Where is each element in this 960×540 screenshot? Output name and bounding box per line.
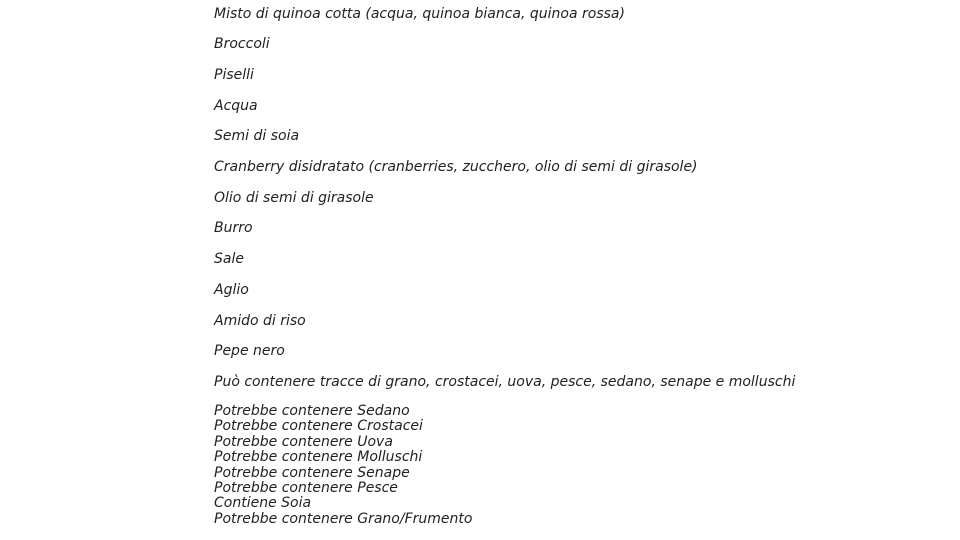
allergen-item: Contiene Soia <box>214 495 312 512</box>
ingredient-item: Aglio <box>214 282 249 298</box>
ingredient-item: Semi di soia <box>214 128 300 144</box>
allergen-item: Potrebbe contenere Sedano <box>214 403 410 419</box>
allergen-item: Potrebbe contenere Molluschi <box>214 449 423 466</box>
ingredient-item: Piselli <box>214 67 254 83</box>
allergen-list <box>214 404 472 527</box>
ingredient-item: Olio di semi di girasole <box>214 190 374 206</box>
allergen-item: Potrebbe contenere Pesce <box>214 480 398 497</box>
trace-warning: Può contenere tracce di grano, crostacei, uova, pesce, sedano, senape e molluschi <box>214 374 796 390</box>
ingredient-item: Misto di quinoa cotta (acqua, quinoa bianca, quinoa rossa) <box>214 6 625 22</box>
ingredient-item: Broccoli <box>214 36 270 52</box>
allergen-item: Potrebbe contenere Grano/Frumento <box>214 510 473 527</box>
ingredient-document <box>214 0 934 540</box>
allergen-item: Potrebbe contenere Crostacei <box>214 418 423 435</box>
ingredient-item: Sale <box>214 251 244 267</box>
ingredient-item: Burro <box>214 220 253 236</box>
allergen-item: Potrebbe contenere Uova <box>214 433 393 450</box>
ingredient-item: Pepe nero <box>214 343 285 359</box>
allergen-item: Potrebbe contenere Senape <box>214 464 410 481</box>
ingredient-item: Cranberry disidratato (cranberries, zucchero, olio di semi di girasole) <box>214 159 698 175</box>
ingredient-item: Acqua <box>214 98 258 114</box>
ingredient-item: Amido di riso <box>214 313 306 329</box>
